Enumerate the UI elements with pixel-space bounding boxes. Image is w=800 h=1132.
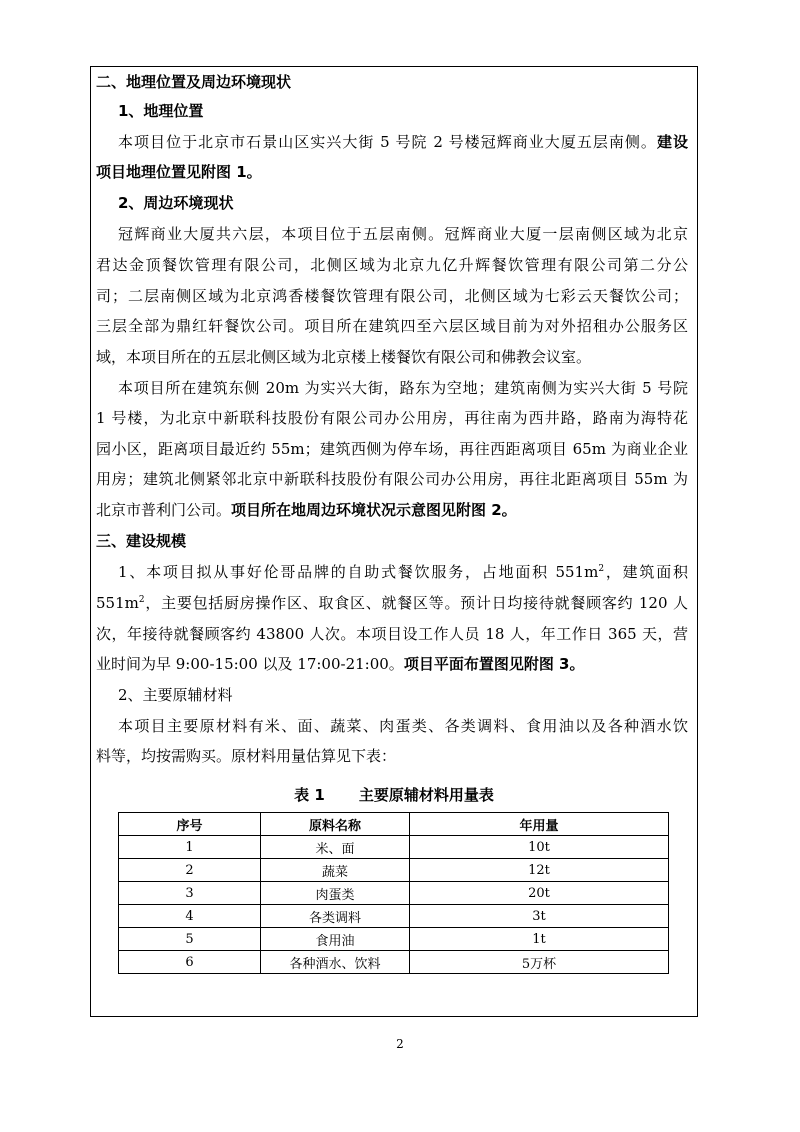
paragraph-line: 司；二层南侧区域为北京鸿香楼餐饮管理有限公司，北侧区域为七彩云天餐饮公司； bbox=[96, 287, 688, 305]
table-cell: 5 bbox=[119, 928, 261, 951]
table-cell: 各种酒水、饮料 bbox=[261, 951, 410, 974]
text-run-bold: 项目平面布置图见附图 3。 bbox=[403, 655, 585, 673]
table-cell: 6 bbox=[119, 951, 261, 974]
subheading-geo-location: 1、地理位置 bbox=[118, 102, 204, 120]
paragraph-line: 君达金顶餐饮管理有限公司，北侧区域为北京九亿升辉餐饮管理有限公司第二分公 bbox=[96, 256, 688, 274]
table-cell: 2 bbox=[119, 859, 261, 882]
paragraph-line: 三层全部为鼎红轩餐饮公司。项目所在建筑四至六层区域目前为对外招租办公服务区 bbox=[96, 317, 688, 335]
table-row bbox=[119, 905, 669, 928]
paragraph-line bbox=[118, 562, 688, 582]
table-cell: 米、面 bbox=[261, 836, 410, 859]
page-number: 2 bbox=[396, 1037, 404, 1051]
table-cell: 10t bbox=[410, 836, 669, 859]
table-cell: 1 bbox=[119, 836, 261, 859]
paragraph-line bbox=[96, 593, 688, 613]
paragraph-line: 项目地理位置见附图 1。 bbox=[96, 163, 262, 181]
table-row bbox=[119, 859, 669, 882]
text-run: ，建筑面积 bbox=[604, 563, 688, 581]
table-header-cell: 序号 bbox=[119, 813, 261, 836]
table-cell: 1t bbox=[410, 928, 669, 951]
paragraph-line bbox=[96, 654, 584, 674]
paragraph-line: 冠辉商业大厦共六层，本项目位于五层南侧。冠辉商业大厦一层南侧区域为北京 bbox=[118, 225, 688, 243]
text-run: ，主要包括厨房操作区、取食区、就餐区等。预计日均接待就餐顾客约 120 人 bbox=[144, 594, 688, 612]
paragraph-line: 本项目所在建筑东侧 20m 为实兴大街，路东为空地；建筑南侧为实兴大街 5 号院 bbox=[118, 379, 688, 397]
paragraph-line: 域，本项目所在的五层北侧区域为北京楼上楼餐饮有限公司和佛教会议室。 bbox=[96, 348, 592, 366]
table-row bbox=[119, 836, 669, 859]
superscript: 2 bbox=[598, 564, 605, 574]
table-cell: 3 bbox=[119, 882, 261, 905]
text-run: 北京市普利门公司。 bbox=[96, 501, 232, 519]
table-cell: 蔬菜 bbox=[261, 859, 410, 882]
paragraph-line: 1 号楼，为北京中新联科技股份有限公司办公用房，再往南为西井路，路南为海特花 bbox=[96, 409, 688, 427]
table-header-cell: 原料名称 bbox=[261, 813, 410, 836]
paragraph-line: 本项目主要原材料有米、面、蔬菜、肉蛋类、各类调料、食用油以及各种酒水饮 bbox=[118, 717, 688, 735]
paragraph-line: 料等，均按需购买。原材料用量估算见下表： bbox=[96, 747, 397, 765]
table-caption-title: 主要原辅材料用量表 bbox=[358, 786, 494, 804]
paragraph-line bbox=[118, 132, 688, 152]
table-caption-number: 表 1 bbox=[294, 786, 325, 804]
table-cell: 4 bbox=[119, 905, 261, 928]
table-cell: 食用油 bbox=[261, 928, 410, 951]
subheading-surroundings: 2、周边环境现状 bbox=[118, 194, 234, 212]
table-cell: 5万杯 bbox=[410, 951, 669, 974]
subheading-materials: 2、主要原辅材料 bbox=[118, 686, 233, 704]
section-heading-scale: 三、建设规模 bbox=[96, 532, 187, 550]
table-cell: 各类调料 bbox=[261, 905, 410, 928]
paragraph-line: 次，年接待就餐顾客约 43800 人次。本项目设工作人员 18 人，年工作日 365 天，营 bbox=[96, 625, 688, 643]
text-run: 551m bbox=[96, 594, 139, 612]
table-row bbox=[119, 882, 669, 905]
paragraph-line: 用房；建筑北侧紧邻北京中新联科技股份有限公司办公用房，再往北距离项目 55m 为 bbox=[96, 470, 688, 488]
superscript: 2 bbox=[138, 595, 145, 605]
materials-table bbox=[118, 812, 669, 974]
section-heading-location: 二、地理位置及周边环境现状 bbox=[96, 73, 292, 91]
text-run-bold: 项目所在地周边环境状况示意图见附图 2。 bbox=[231, 501, 517, 519]
table-header-row bbox=[119, 813, 669, 836]
text-run-bold: 建设 bbox=[656, 133, 688, 151]
table-header-cell: 年用量 bbox=[410, 813, 669, 836]
text-run: 1、本项目拟从事好伦哥品牌的自助式餐饮服务，占地面积 551m bbox=[118, 563, 599, 581]
table-row bbox=[119, 951, 669, 974]
table-cell: 肉蛋类 bbox=[261, 882, 410, 905]
paragraph-line: 园小区，距离项目最近约 55m；建筑西侧为停车场，再往西距离项目 65m 为商业企业 bbox=[96, 440, 688, 458]
table-cell: 3t bbox=[410, 905, 669, 928]
paragraph-line bbox=[96, 500, 517, 520]
text-run: 业时间为早 9:00-15:00 以及 17:00-21:00。 bbox=[96, 655, 404, 673]
table-row bbox=[119, 928, 669, 951]
table-caption bbox=[90, 784, 698, 805]
table-cell: 20t bbox=[410, 882, 669, 905]
table-cell: 12t bbox=[410, 859, 669, 882]
text-run: 本项目位于北京市石景山区实兴大街 5 号院 2 号楼冠辉商业大厦五层南侧。 bbox=[118, 133, 657, 151]
